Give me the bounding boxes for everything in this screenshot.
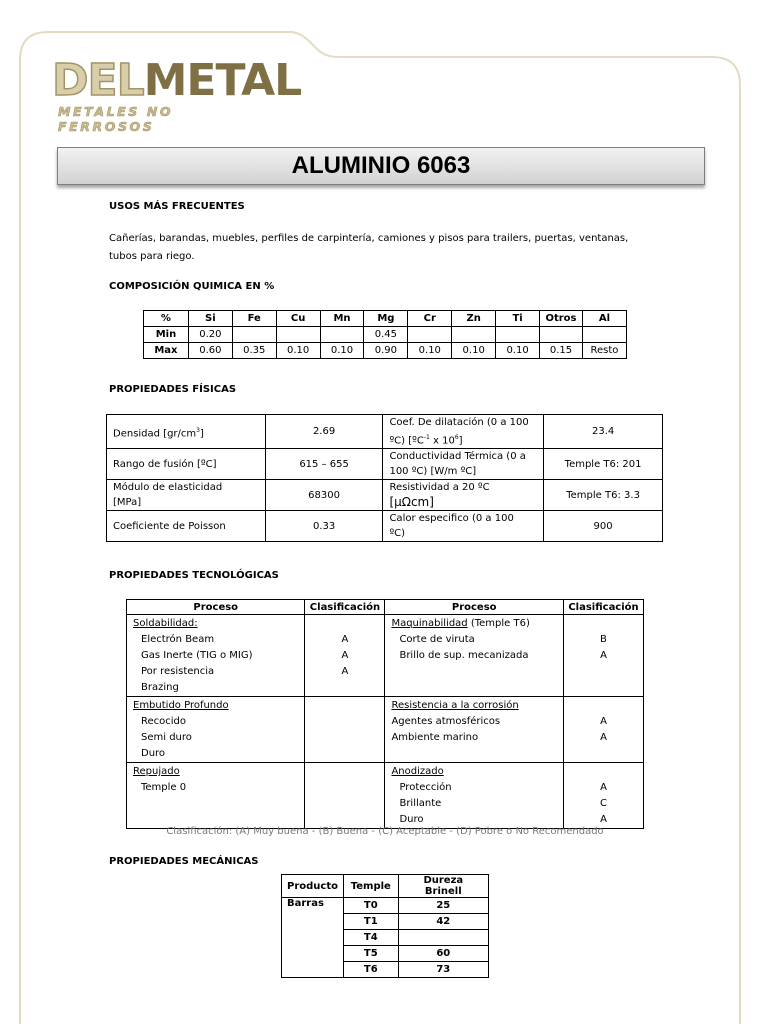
table-cell: 0.15	[540, 343, 583, 359]
temple-cell: T1	[344, 914, 399, 930]
column-header: Proceso	[385, 600, 564, 615]
soldabilidad-cell: Soldabilidad: Electrón Beam Gas Inerte (TIG o MIG) Por resistencia Brazing	[127, 615, 305, 697]
table-row	[107, 480, 663, 511]
column-header: Temple	[344, 875, 399, 898]
table-cell: Fe	[232, 311, 276, 327]
table-cell: 0.45	[364, 327, 408, 343]
logo-tagline: METALES NO FERROSOS	[58, 104, 174, 134]
delmetal-logo	[52, 55, 302, 134]
column-header: Clasificación	[305, 600, 385, 615]
usos-heading: USOS MÁS FRECUENTES	[109, 201, 245, 212]
logo-wordmark: DELMETAL	[52, 55, 302, 106]
embutido-cls	[305, 697, 385, 763]
table-cell: Zn	[452, 311, 496, 327]
temple-cell: T6	[344, 962, 399, 978]
table-cell: Min	[144, 327, 189, 343]
table-cell: Ti	[496, 311, 540, 327]
corrosion-cell: Resistencia a la corrosión Agentes atmosféricos Ambiente marino	[385, 697, 564, 763]
table-row	[107, 511, 663, 542]
conductividad-label: Conductividad Térmica (0 a 100 ºC) [W/m ºC]	[383, 449, 544, 480]
table-cell: 0.10	[276, 343, 320, 359]
tecnologicas-header-row	[127, 600, 644, 615]
table-cell	[540, 327, 583, 343]
elasticidad-label: Módulo de elasticidad [MPa]	[107, 480, 266, 511]
table-cell: Resto	[582, 343, 626, 359]
fusion-value: 615 – 655	[265, 449, 383, 480]
dilatacion-value: 23.4	[544, 415, 663, 449]
table-cell: Cr	[408, 311, 452, 327]
usos-text	[109, 230, 669, 266]
table-cell: Mn	[320, 311, 364, 327]
table-row	[282, 898, 489, 914]
dureza-cell: 60	[398, 946, 488, 962]
table-row	[127, 763, 644, 829]
table-cell: Cu	[276, 311, 320, 327]
poisson-value: 0.33	[265, 511, 383, 542]
table-cell	[582, 327, 626, 343]
column-header: Producto	[282, 875, 344, 898]
table-cell: 0.10	[408, 343, 452, 359]
resistividad-label: Resistividad a 20 ºC [μΩcm]	[383, 480, 544, 511]
usos-line-2: tubos para riego.	[109, 251, 195, 262]
conductividad-value: Temple T6: 201	[544, 449, 663, 480]
densidad-value: 2.69	[265, 415, 383, 449]
tecnologicas-heading: PROPIEDADES TECNOLÓGICAS	[109, 570, 279, 581]
table-cell: 0.20	[188, 327, 232, 343]
dureza-cell: 25	[398, 898, 488, 914]
fusion-label: Rango de fusión [ºC]	[107, 449, 266, 480]
column-header: Proceso	[127, 600, 305, 615]
composicion-max-row	[144, 343, 627, 359]
table-cell: 0.90	[364, 343, 408, 359]
anodizado-cell: Anodizado Protección Brillante Duro	[385, 763, 564, 829]
calor-value: 900	[544, 511, 663, 542]
table-cell: 0.10	[320, 343, 364, 359]
table-cell	[232, 327, 276, 343]
dureza-cell	[398, 930, 488, 946]
dilatacion-label: Coef. De dilatación (0 a 100 ºC) [ºC$^{-1}$ x $10^6$]	[383, 415, 544, 449]
table-cell: %	[144, 311, 189, 327]
fisicas-heading: PROPIEDADES FÍSICAS	[109, 384, 237, 395]
producto-cell: Barras	[282, 898, 344, 978]
maquinabilidad-cell: Maquinabilidad (Temple T6) Corte de viruta Brillo de sup. mecanizada	[385, 615, 564, 697]
anodizado-cls: A C A	[563, 763, 643, 829]
resistividad-value: Temple T6: 3.3	[544, 480, 663, 511]
repujado-cls	[305, 763, 385, 829]
corrosion-cls: A A	[563, 697, 643, 763]
poisson-label: Coeficiente de Poisson	[107, 511, 266, 542]
column-header: Dureza Brinell	[398, 875, 488, 898]
table-cell: Al	[582, 311, 626, 327]
calor-label: Calor especifico (0 a 100 ºC)	[383, 511, 544, 542]
temple-cell: T4	[344, 930, 399, 946]
table-cell: Otros	[540, 311, 583, 327]
embutido-cell: Embutido Profundo Recocido Semi duro Duro	[127, 697, 305, 763]
table-cell: 0.35	[232, 343, 276, 359]
table-cell: 0.10	[496, 343, 540, 359]
temple-cell: T5	[344, 946, 399, 962]
table-row	[107, 415, 663, 449]
mecanicas-heading: PROPIEDADES MECÁNICAS	[109, 856, 259, 867]
composicion-header-row	[144, 311, 627, 327]
table-cell	[452, 327, 496, 343]
clasificacion-legend: Clasificación: (A) Muy buena - (B) Buena - (C) Aceptable - (D) Pobre o No Recomendado	[166, 826, 604, 837]
table-row	[127, 615, 644, 697]
mecanicas-table	[281, 874, 489, 978]
elasticidad-value: 68300	[265, 480, 383, 511]
title-bar	[57, 147, 705, 185]
usos-line-1: Cañerías, barandas, muebles, perfiles de carpintería, camiones y pisos para trailers, puertas, ventanas,	[109, 233, 629, 244]
table-cell: Si	[188, 311, 232, 327]
repujado-cell: Repujado Temple 0	[127, 763, 305, 829]
table-cell: Mg	[364, 311, 408, 327]
dureza-cell: 42	[398, 914, 488, 930]
table-cell: 0.10	[452, 343, 496, 359]
soldabilidad-cls: A A A	[305, 615, 385, 697]
temple-cell: T0	[344, 898, 399, 914]
table-row	[127, 697, 644, 763]
composicion-min-row	[144, 327, 627, 343]
column-header: Clasificación	[563, 600, 643, 615]
table-cell: 0.60	[188, 343, 232, 359]
composicion-table	[143, 310, 627, 359]
composicion-heading: COMPOSICIÓN QUIMICA EN %	[109, 281, 275, 292]
maquinabilidad-cls: B A	[563, 615, 643, 697]
dureza-cell: 73	[398, 962, 488, 978]
tecnologicas-table	[126, 599, 644, 829]
table-cell	[276, 327, 320, 343]
densidad-label: Densidad $[gr/cm^3]$	[107, 415, 266, 449]
table-cell	[320, 327, 364, 343]
table-row	[107, 449, 663, 480]
table-cell: Max	[144, 343, 189, 359]
fisicas-table	[106, 414, 663, 542]
page-title: ALUMINIO 6063	[291, 152, 471, 179]
table-cell	[496, 327, 540, 343]
table-cell	[408, 327, 452, 343]
mecanicas-header-row	[282, 875, 489, 898]
